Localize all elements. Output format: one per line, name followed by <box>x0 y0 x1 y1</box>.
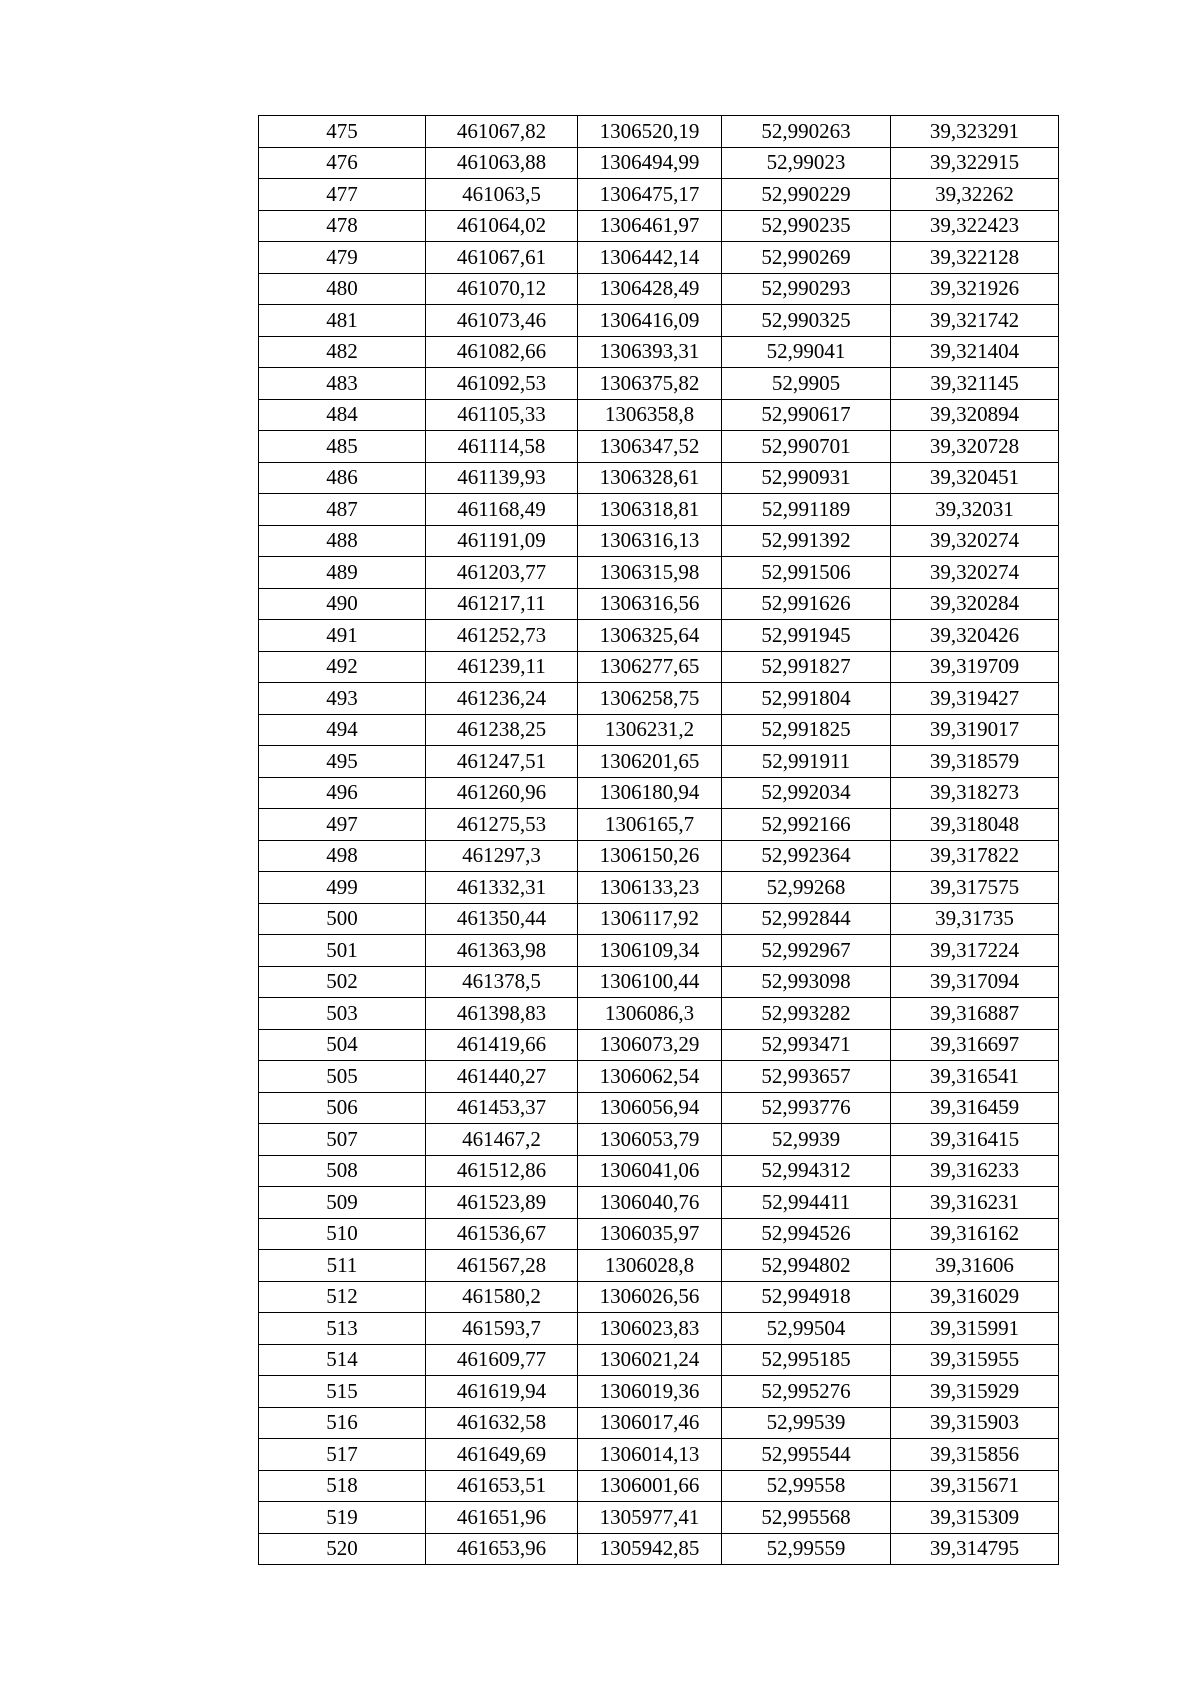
table-row <box>259 462 1059 494</box>
table-row <box>259 1533 1059 1565</box>
latitude-cell: 52,991626 <box>722 588 891 620</box>
latitude-cell: 52,992034 <box>722 777 891 809</box>
point-number-cell: 484 <box>259 399 426 431</box>
latitude-cell: 52,994526 <box>722 1218 891 1250</box>
longitude-cell: 39,316541 <box>891 1061 1059 1093</box>
table-row <box>259 494 1059 526</box>
point-number-cell: 490 <box>259 588 426 620</box>
y-coordinate-cell: 1306014,13 <box>578 1439 722 1471</box>
y-coordinate-cell: 1306019,36 <box>578 1376 722 1408</box>
x-coordinate-cell: 461114,58 <box>426 431 578 463</box>
x-coordinate-cell: 461453,37 <box>426 1092 578 1124</box>
x-coordinate-cell: 461275,53 <box>426 809 578 841</box>
latitude-cell: 52,99268 <box>722 872 891 904</box>
table-row <box>259 872 1059 904</box>
x-coordinate-cell: 461536,67 <box>426 1218 578 1250</box>
latitude-cell: 52,991945 <box>722 620 891 652</box>
table-row <box>259 683 1059 715</box>
latitude-cell: 52,99041 <box>722 336 891 368</box>
latitude-cell: 52,995568 <box>722 1502 891 1534</box>
y-coordinate-cell: 1306053,79 <box>578 1124 722 1156</box>
latitude-cell: 52,993657 <box>722 1061 891 1093</box>
x-coordinate-cell: 461239,11 <box>426 651 578 683</box>
y-coordinate-cell: 1306461,97 <box>578 210 722 242</box>
longitude-cell: 39,322423 <box>891 210 1059 242</box>
x-coordinate-cell: 461238,25 <box>426 714 578 746</box>
x-coordinate-cell: 461619,94 <box>426 1376 578 1408</box>
latitude-cell: 52,995276 <box>722 1376 891 1408</box>
point-number-cell: 481 <box>259 305 426 337</box>
longitude-cell: 39,315309 <box>891 1502 1059 1534</box>
point-number-cell: 506 <box>259 1092 426 1124</box>
x-coordinate-cell: 461168,49 <box>426 494 578 526</box>
longitude-cell: 39,32262 <box>891 179 1059 211</box>
table-row <box>259 1281 1059 1313</box>
latitude-cell: 52,992967 <box>722 935 891 967</box>
point-number-cell: 495 <box>259 746 426 778</box>
y-coordinate-cell: 1306258,75 <box>578 683 722 715</box>
latitude-cell: 52,992364 <box>722 840 891 872</box>
y-coordinate-cell: 1306442,14 <box>578 242 722 274</box>
x-coordinate-cell: 461297,3 <box>426 840 578 872</box>
latitude-cell: 52,99504 <box>722 1313 891 1345</box>
latitude-cell: 52,991392 <box>722 525 891 557</box>
latitude-cell: 52,994411 <box>722 1187 891 1219</box>
latitude-cell: 52,991804 <box>722 683 891 715</box>
latitude-cell: 52,994312 <box>722 1155 891 1187</box>
latitude-cell: 52,990931 <box>722 462 891 494</box>
point-number-cell: 475 <box>259 116 426 148</box>
latitude-cell: 52,991827 <box>722 651 891 683</box>
y-coordinate-cell: 1306109,34 <box>578 935 722 967</box>
x-coordinate-cell: 461191,09 <box>426 525 578 557</box>
latitude-cell: 52,991825 <box>722 714 891 746</box>
x-coordinate-cell: 461609,77 <box>426 1344 578 1376</box>
table-row <box>259 966 1059 998</box>
point-number-cell: 517 <box>259 1439 426 1471</box>
y-coordinate-cell: 1306117,92 <box>578 903 722 935</box>
y-coordinate-cell: 1306475,17 <box>578 179 722 211</box>
longitude-cell: 39,320284 <box>891 588 1059 620</box>
x-coordinate-cell: 461064,02 <box>426 210 578 242</box>
longitude-cell: 39,317575 <box>891 872 1059 904</box>
y-coordinate-cell: 1306017,46 <box>578 1407 722 1439</box>
table-row <box>259 1029 1059 1061</box>
longitude-cell: 39,318579 <box>891 746 1059 778</box>
y-coordinate-cell: 1306150,26 <box>578 840 722 872</box>
table-row <box>259 1250 1059 1282</box>
y-coordinate-cell: 1306056,94 <box>578 1092 722 1124</box>
point-number-cell: 501 <box>259 935 426 967</box>
latitude-cell: 52,990617 <box>722 399 891 431</box>
longitude-cell: 39,32031 <box>891 494 1059 526</box>
x-coordinate-cell: 461378,5 <box>426 966 578 998</box>
longitude-cell: 39,31606 <box>891 1250 1059 1282</box>
longitude-cell: 39,321145 <box>891 368 1059 400</box>
table-row <box>259 777 1059 809</box>
latitude-cell: 52,99539 <box>722 1407 891 1439</box>
point-number-cell: 505 <box>259 1061 426 1093</box>
x-coordinate-cell: 461139,93 <box>426 462 578 494</box>
y-coordinate-cell: 1306041,06 <box>578 1155 722 1187</box>
longitude-cell: 39,316233 <box>891 1155 1059 1187</box>
longitude-cell: 39,318048 <box>891 809 1059 841</box>
table-row <box>259 714 1059 746</box>
point-number-cell: 489 <box>259 557 426 589</box>
longitude-cell: 39,316887 <box>891 998 1059 1030</box>
longitude-cell: 39,320426 <box>891 620 1059 652</box>
latitude-cell: 52,990235 <box>722 210 891 242</box>
table-row <box>259 809 1059 841</box>
y-coordinate-cell: 1306328,61 <box>578 462 722 494</box>
x-coordinate-cell: 461063,88 <box>426 147 578 179</box>
latitude-cell: 52,990269 <box>722 242 891 274</box>
longitude-cell: 39,316415 <box>891 1124 1059 1156</box>
latitude-cell: 52,990229 <box>722 179 891 211</box>
table-row <box>259 1344 1059 1376</box>
y-coordinate-cell: 1306315,98 <box>578 557 722 589</box>
x-coordinate-cell: 461067,61 <box>426 242 578 274</box>
latitude-cell: 52,991911 <box>722 746 891 778</box>
table-row <box>259 242 1059 274</box>
y-coordinate-cell: 1306073,29 <box>578 1029 722 1061</box>
y-coordinate-cell: 1306021,24 <box>578 1344 722 1376</box>
x-coordinate-cell: 461653,51 <box>426 1470 578 1502</box>
longitude-cell: 39,315903 <box>891 1407 1059 1439</box>
latitude-cell: 52,994918 <box>722 1281 891 1313</box>
table-row <box>259 525 1059 557</box>
y-coordinate-cell: 1306165,7 <box>578 809 722 841</box>
point-number-cell: 498 <box>259 840 426 872</box>
table-row <box>259 1124 1059 1156</box>
y-coordinate-cell: 1306316,56 <box>578 588 722 620</box>
table-row <box>259 147 1059 179</box>
y-coordinate-cell: 1306023,83 <box>578 1313 722 1345</box>
latitude-cell: 52,991506 <box>722 557 891 589</box>
point-number-cell: 482 <box>259 336 426 368</box>
y-coordinate-cell: 1306062,54 <box>578 1061 722 1093</box>
x-coordinate-cell: 461260,96 <box>426 777 578 809</box>
x-coordinate-cell: 461580,2 <box>426 1281 578 1313</box>
latitude-cell: 52,9905 <box>722 368 891 400</box>
x-coordinate-cell: 461063,5 <box>426 179 578 211</box>
point-number-cell: 493 <box>259 683 426 715</box>
point-number-cell: 513 <box>259 1313 426 1345</box>
point-number-cell: 480 <box>259 273 426 305</box>
x-coordinate-cell: 461252,73 <box>426 620 578 652</box>
point-number-cell: 477 <box>259 179 426 211</box>
point-number-cell: 504 <box>259 1029 426 1061</box>
point-number-cell: 485 <box>259 431 426 463</box>
longitude-cell: 39,320728 <box>891 431 1059 463</box>
longitude-cell: 39,320274 <box>891 525 1059 557</box>
latitude-cell: 52,990293 <box>722 273 891 305</box>
y-coordinate-cell: 1306347,52 <box>578 431 722 463</box>
coordinates-table-body <box>259 116 1059 1565</box>
table-row <box>259 1061 1059 1093</box>
longitude-cell: 39,316459 <box>891 1092 1059 1124</box>
longitude-cell: 39,317094 <box>891 966 1059 998</box>
table-row <box>259 588 1059 620</box>
longitude-cell: 39,320451 <box>891 462 1059 494</box>
latitude-cell: 52,993776 <box>722 1092 891 1124</box>
x-coordinate-cell: 461651,96 <box>426 1502 578 1534</box>
table-row <box>259 935 1059 967</box>
x-coordinate-cell: 461350,44 <box>426 903 578 935</box>
latitude-cell: 52,9939 <box>722 1124 891 1156</box>
latitude-cell: 52,992166 <box>722 809 891 841</box>
longitude-cell: 39,316162 <box>891 1218 1059 1250</box>
latitude-cell: 52,994802 <box>722 1250 891 1282</box>
table-row <box>259 1439 1059 1471</box>
longitude-cell: 39,316029 <box>891 1281 1059 1313</box>
x-coordinate-cell: 461067,82 <box>426 116 578 148</box>
table-row <box>259 1470 1059 1502</box>
x-coordinate-cell: 461512,86 <box>426 1155 578 1187</box>
x-coordinate-cell: 461649,69 <box>426 1439 578 1471</box>
longitude-cell: 39,316697 <box>891 1029 1059 1061</box>
point-number-cell: 486 <box>259 462 426 494</box>
point-number-cell: 503 <box>259 998 426 1030</box>
table-row <box>259 1187 1059 1219</box>
x-coordinate-cell: 461217,11 <box>426 588 578 620</box>
table-row <box>259 368 1059 400</box>
longitude-cell: 39,318273 <box>891 777 1059 809</box>
table-row <box>259 1155 1059 1187</box>
x-coordinate-cell: 461419,66 <box>426 1029 578 1061</box>
x-coordinate-cell: 461332,31 <box>426 872 578 904</box>
y-coordinate-cell: 1306001,66 <box>578 1470 722 1502</box>
x-coordinate-cell: 461203,77 <box>426 557 578 589</box>
x-coordinate-cell: 461653,96 <box>426 1533 578 1565</box>
x-coordinate-cell: 461236,24 <box>426 683 578 715</box>
point-number-cell: 488 <box>259 525 426 557</box>
table-row <box>259 431 1059 463</box>
point-number-cell: 483 <box>259 368 426 400</box>
latitude-cell: 52,99559 <box>722 1533 891 1565</box>
y-coordinate-cell: 1306375,82 <box>578 368 722 400</box>
table-row <box>259 116 1059 148</box>
point-number-cell: 478 <box>259 210 426 242</box>
latitude-cell: 52,990701 <box>722 431 891 463</box>
point-number-cell: 496 <box>259 777 426 809</box>
x-coordinate-cell: 461632,58 <box>426 1407 578 1439</box>
y-coordinate-cell: 1306231,2 <box>578 714 722 746</box>
longitude-cell: 39,323291 <box>891 116 1059 148</box>
y-coordinate-cell: 1306393,31 <box>578 336 722 368</box>
y-coordinate-cell: 1306026,56 <box>578 1281 722 1313</box>
point-number-cell: 502 <box>259 966 426 998</box>
y-coordinate-cell: 1306428,49 <box>578 273 722 305</box>
table-row <box>259 1502 1059 1534</box>
x-coordinate-cell: 461070,12 <box>426 273 578 305</box>
x-coordinate-cell: 461398,83 <box>426 998 578 1030</box>
longitude-cell: 39,315955 <box>891 1344 1059 1376</box>
longitude-cell: 39,322915 <box>891 147 1059 179</box>
point-number-cell: 514 <box>259 1344 426 1376</box>
table-row <box>259 903 1059 935</box>
point-number-cell: 510 <box>259 1218 426 1250</box>
longitude-cell: 39,317822 <box>891 840 1059 872</box>
table-row <box>259 399 1059 431</box>
latitude-cell: 52,995185 <box>722 1344 891 1376</box>
y-coordinate-cell: 1306277,65 <box>578 651 722 683</box>
x-coordinate-cell: 461593,7 <box>426 1313 578 1345</box>
table-row <box>259 998 1059 1030</box>
coordinates-table <box>258 115 1059 1565</box>
longitude-cell: 39,317224 <box>891 935 1059 967</box>
table-row <box>259 273 1059 305</box>
point-number-cell: 487 <box>259 494 426 526</box>
y-coordinate-cell: 1306086,3 <box>578 998 722 1030</box>
table-row <box>259 840 1059 872</box>
x-coordinate-cell: 461363,98 <box>426 935 578 967</box>
longitude-cell: 39,319709 <box>891 651 1059 683</box>
x-coordinate-cell: 461440,27 <box>426 1061 578 1093</box>
y-coordinate-cell: 1306358,8 <box>578 399 722 431</box>
y-coordinate-cell: 1306201,65 <box>578 746 722 778</box>
latitude-cell: 52,993282 <box>722 998 891 1030</box>
x-coordinate-cell: 461467,2 <box>426 1124 578 1156</box>
x-coordinate-cell: 461247,51 <box>426 746 578 778</box>
point-number-cell: 520 <box>259 1533 426 1565</box>
table-row <box>259 179 1059 211</box>
x-coordinate-cell: 461567,28 <box>426 1250 578 1282</box>
point-number-cell: 476 <box>259 147 426 179</box>
point-number-cell: 515 <box>259 1376 426 1408</box>
y-coordinate-cell: 1306318,81 <box>578 494 722 526</box>
point-number-cell: 499 <box>259 872 426 904</box>
longitude-cell: 39,315671 <box>891 1470 1059 1502</box>
x-coordinate-cell: 461073,46 <box>426 305 578 337</box>
point-number-cell: 500 <box>259 903 426 935</box>
y-coordinate-cell: 1306028,8 <box>578 1250 722 1282</box>
table-row <box>259 1092 1059 1124</box>
longitude-cell: 39,320274 <box>891 557 1059 589</box>
longitude-cell: 39,321742 <box>891 305 1059 337</box>
table-row <box>259 305 1059 337</box>
table-row <box>259 1376 1059 1408</box>
y-coordinate-cell: 1306180,94 <box>578 777 722 809</box>
point-number-cell: 516 <box>259 1407 426 1439</box>
longitude-cell: 39,321926 <box>891 273 1059 305</box>
point-number-cell: 507 <box>259 1124 426 1156</box>
y-coordinate-cell: 1305977,41 <box>578 1502 722 1534</box>
longitude-cell: 39,315991 <box>891 1313 1059 1345</box>
x-coordinate-cell: 461105,33 <box>426 399 578 431</box>
x-coordinate-cell: 461082,66 <box>426 336 578 368</box>
x-coordinate-cell: 461523,89 <box>426 1187 578 1219</box>
table-row <box>259 336 1059 368</box>
point-number-cell: 519 <box>259 1502 426 1534</box>
longitude-cell: 39,315929 <box>891 1376 1059 1408</box>
latitude-cell: 52,992844 <box>722 903 891 935</box>
y-coordinate-cell: 1306416,09 <box>578 305 722 337</box>
x-coordinate-cell: 461092,53 <box>426 368 578 400</box>
point-number-cell: 492 <box>259 651 426 683</box>
y-coordinate-cell: 1306100,44 <box>578 966 722 998</box>
point-number-cell: 512 <box>259 1281 426 1313</box>
longitude-cell: 39,319017 <box>891 714 1059 746</box>
table-row <box>259 746 1059 778</box>
longitude-cell: 39,319427 <box>891 683 1059 715</box>
latitude-cell: 52,993471 <box>722 1029 891 1061</box>
point-number-cell: 494 <box>259 714 426 746</box>
table-row <box>259 557 1059 589</box>
table-row <box>259 1407 1059 1439</box>
table-row <box>259 1218 1059 1250</box>
y-coordinate-cell: 1305942,85 <box>578 1533 722 1565</box>
longitude-cell: 39,320894 <box>891 399 1059 431</box>
latitude-cell: 52,993098 <box>722 966 891 998</box>
latitude-cell: 52,99558 <box>722 1470 891 1502</box>
longitude-cell: 39,31735 <box>891 903 1059 935</box>
table-row <box>259 210 1059 242</box>
table-row <box>259 1313 1059 1345</box>
longitude-cell: 39,315856 <box>891 1439 1059 1471</box>
latitude-cell: 52,991189 <box>722 494 891 526</box>
latitude-cell: 52,990325 <box>722 305 891 337</box>
latitude-cell: 52,990263 <box>722 116 891 148</box>
point-number-cell: 511 <box>259 1250 426 1282</box>
point-number-cell: 479 <box>259 242 426 274</box>
y-coordinate-cell: 1306040,76 <box>578 1187 722 1219</box>
latitude-cell: 52,995544 <box>722 1439 891 1471</box>
longitude-cell: 39,314795 <box>891 1533 1059 1565</box>
longitude-cell: 39,322128 <box>891 242 1059 274</box>
table-row <box>259 620 1059 652</box>
y-coordinate-cell: 1306133,23 <box>578 872 722 904</box>
point-number-cell: 518 <box>259 1470 426 1502</box>
latitude-cell: 52,99023 <box>722 147 891 179</box>
y-coordinate-cell: 1306035,97 <box>578 1218 722 1250</box>
y-coordinate-cell: 1306520,19 <box>578 116 722 148</box>
y-coordinate-cell: 1306325,64 <box>578 620 722 652</box>
point-number-cell: 509 <box>259 1187 426 1219</box>
y-coordinate-cell: 1306494,99 <box>578 147 722 179</box>
point-number-cell: 491 <box>259 620 426 652</box>
point-number-cell: 497 <box>259 809 426 841</box>
table-row <box>259 651 1059 683</box>
point-number-cell: 508 <box>259 1155 426 1187</box>
y-coordinate-cell: 1306316,13 <box>578 525 722 557</box>
longitude-cell: 39,316231 <box>891 1187 1059 1219</box>
longitude-cell: 39,321404 <box>891 336 1059 368</box>
